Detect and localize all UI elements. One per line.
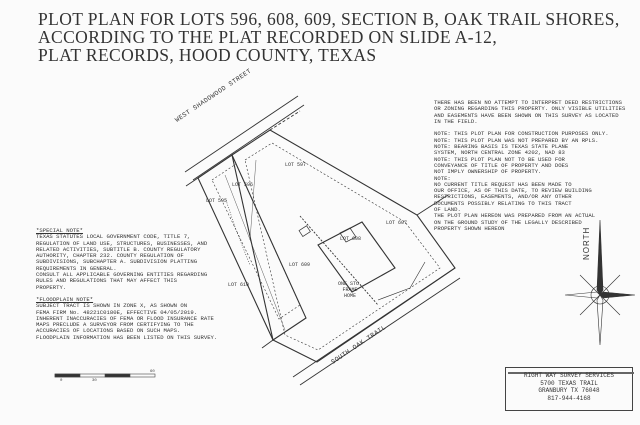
special-note-line: REGULATION OF LAND USE, STRUCTURES, BUSINESSES, AND (36, 239, 208, 247)
floodplain-note-line: INHERENT INACCURACIES OF FEMA OR FLOOD INSURANCE RATE (36, 314, 214, 322)
special-note-line: RELATED ACTIVITIES, SUBTITLE B. COUNTY REGULATORY (36, 245, 201, 253)
lot-608-label: LOT 608 (340, 236, 362, 242)
company-city: GRANBURY TX 76048 (538, 387, 600, 394)
right-note-line: OR ZONING REGARDING THIS PROPERTY. ONLY VISIBLE UTILITIES (434, 105, 626, 113)
right-note-line: SYSTEM, NORTH CENTRAL ZONE 4202, NAD 83 (434, 149, 565, 157)
special-note-line: CONSULT ALL APPLICABLE GOVERNING ENTITIES REGARDING (36, 271, 208, 279)
house-label-line-3: HOME (344, 293, 357, 299)
right-note-line: NOTE: THIS PLOT PLAN NOT TO BE USED FOR (434, 155, 565, 163)
company-title-block (505, 367, 633, 411)
right-note-line: NOTE: THIS PLOT PLAN WAS NOT PREPARED BY AN RPLS. (434, 136, 599, 144)
right-note-line: AND EASEMENTS HAVE BEEN SHOWN ON THIS SURVEY AS LOCATED (434, 111, 619, 119)
south-street-label: SOUTH OAK TRAIL (330, 323, 388, 366)
floodplain-note-line: FEMA FIRM No. 48221C0180E, EFFECTIVE 04/05/2019. (36, 308, 198, 316)
floodplain-note-line: SUBJECT TRACT IS SHOWN IN ZONE X, AS SHOWN ON (36, 302, 188, 310)
right-notes (434, 100, 625, 232)
right-note-line: NOTE: BEARING BASIS IS TEXAS STATE PLANE (434, 143, 569, 151)
right-note-line: DOCUMENTS POSSIBLY RELATING TO THIS TRACT (434, 199, 572, 207)
setback-line-596 (212, 164, 300, 319)
right-note-line: CONVEYANCE OF TITLE OF PROPERTY AND DOES (434, 161, 569, 169)
lot-line-595 (186, 178, 198, 186)
house-label-line-2: FRAME (342, 287, 358, 293)
special-note-line: PROPERTY. (36, 283, 67, 291)
right-note-line: PROPERTY SHOWN HEREON (434, 224, 505, 232)
title-line-3: PLAT RECORDS, HOOD COUNTY, TEXAS (38, 45, 377, 65)
company-phone: 817-944-4168 (547, 394, 591, 402)
house-label-line-1: ONE STO. (338, 281, 363, 287)
right-note-line: NOTE: (434, 174, 451, 182)
lot-line-597 (270, 111, 300, 130)
right-note-line: NO CURRENT TITLE REQUEST HAS BEEN MADE TO (434, 180, 572, 188)
lot-597-label: LOT 597 (285, 162, 307, 168)
scale-label-right: 60 (150, 370, 155, 374)
north-street-line (193, 105, 307, 180)
floodplain-note-line: FLOODPLAIN INFORMATION HAS BEEN LISTED ON THIS SURVEY. (36, 333, 218, 341)
lot-596-label: LOT 596 (232, 182, 254, 188)
small-structure (299, 226, 310, 237)
floodplain-note-line: MAPS PRECLUDE A SURVEYOR FROM CERTIFYING TO THE (36, 321, 194, 329)
floodplain-note-heading: *FLOODPLAIN NOTE* (36, 296, 94, 303)
right-note-line: THE PLOT PLAN HEREON WAS PREPARED FROM AN ACTUAL (434, 212, 596, 220)
title-line-1: PLOT PLAN FOR LOTS 596, 608, 609, SECTION B, OAK TRAIL SHORES, (38, 9, 620, 29)
right-note-line: OUR OFFICE, AS OF THIS DATE, TO REVIEW BUILDING (434, 187, 592, 195)
special-note-line: REQUIREMENTS IN GENERAL. (36, 264, 117, 272)
driveway (378, 262, 425, 300)
lot-595-label: LOT 595 (206, 198, 228, 204)
right-note-line: IN THE FIELD. (434, 117, 478, 125)
north-label: NORTH (582, 226, 591, 260)
lot-608-609-boundary (232, 130, 455, 362)
special-note-heading: *SPECIAL NOTE* (36, 227, 83, 234)
special-note-line: SUBDIVISIONS, SUBCHAPTER A. SUBDIVISION PLATTING (36, 258, 198, 266)
lot-609-label: LOT 609 (289, 262, 311, 268)
house-label (338, 281, 362, 299)
north-arrow-graphic (565, 220, 635, 345)
special-note (36, 228, 207, 291)
lot-line-610 (262, 340, 273, 348)
lot-610-label: LOT 610 (228, 282, 250, 288)
company-address: 5700 TEXAS TRAIL (540, 379, 598, 387)
floodplain-note-line: ACCURACIES OF LOCATIONS BASED ON SUCH MAPS. (36, 327, 181, 335)
north-street-label: WEST SHADOWOOD STREET (174, 67, 253, 124)
right-note-line: NOTE: THIS PLOT PLAN FOR CONSTRUCTION PURPOSES ONLY. (434, 130, 609, 138)
special-note-line: AUTHORITY, CHAPTER 232. COUNTY REGULATION OF (36, 252, 184, 260)
title-line-2: ACCORDING TO THE PLAT RECORDED ON SLIDE A-12, (38, 27, 498, 47)
setback-line-608 (245, 143, 440, 350)
scale-label-mid: 30 (92, 379, 97, 383)
scale-bar (55, 374, 155, 377)
right-note-line: ON THE GROUND STUDY OF THE LEGALLY DESCRIBED (434, 218, 582, 226)
company-name: RIGHT WAY SURVEY SERVICES (523, 372, 614, 379)
right-note-line: OF LAND. (434, 206, 461, 214)
dimension-line (250, 160, 256, 240)
right-note-line: THERE HAS BEEN NO ATTEMPT TO INTERPRET DEED RESTRICTIONS (434, 99, 622, 106)
floodplain-note (36, 297, 217, 341)
right-note-line: RESTRICTIONS, EASEMENTS, AND/OR ANY OTHER (434, 193, 572, 201)
scale-label-left: 0 (60, 379, 63, 383)
right-note-line: NOT IMPLY OWNERSHIP OF PROPERTY. (434, 168, 542, 176)
fence-line (226, 200, 250, 265)
special-note-line: TEXAS STATUTES LOCAL GOVERNMENT CODE, TITLE 7, (36, 233, 191, 241)
lot-607-label: LOT 607 (386, 220, 408, 226)
special-note-line: RULES AND REGULATIONS THAT MAY AFFECT THIS (36, 277, 177, 285)
